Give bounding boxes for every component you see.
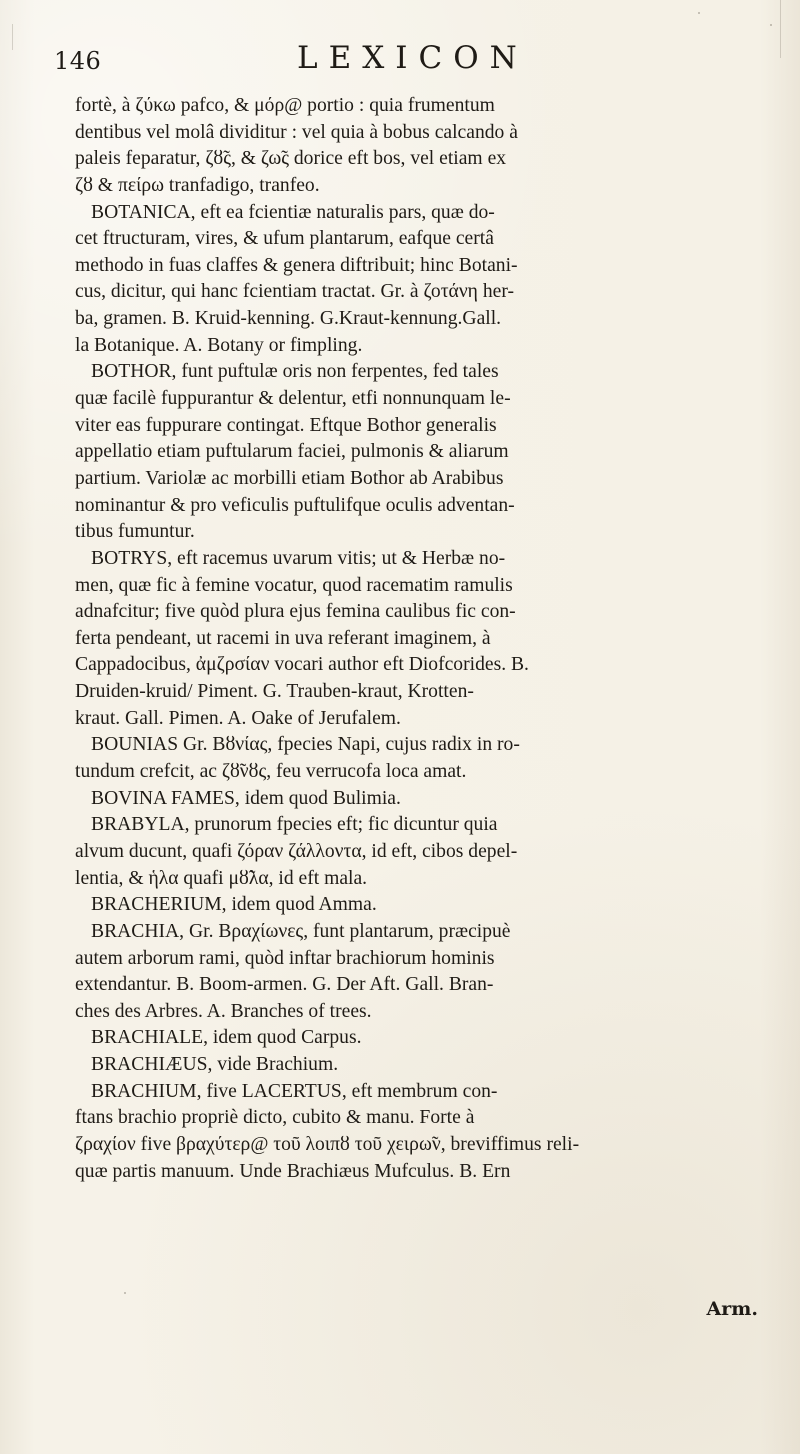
text-line-17: tibus fumuntur.	[75, 521, 195, 543]
text-line-22: Cappadocibus, ἀμζρσίαν vocari author eft Diofcorides. B.	[75, 654, 529, 676]
running-head: LEXICON	[297, 40, 528, 76]
text-line-8: cus, dicitur, qui hanc fcientiam tractat. Gr. à ζοτάνη her-	[75, 281, 514, 303]
text-line-19: men, quæ fic à femine vocatur, quod racematim ramulis	[75, 574, 513, 596]
text-line-35: ches des Arbres. A. Branches of trees.	[75, 1000, 372, 1022]
text-line-21: ferta pendeant, ut racemi in uva referant imaginem, à	[75, 627, 491, 649]
text-line-16: nominantur & pro veficulis puftulifque oculis adventan-	[75, 494, 515, 516]
text-line-3: paleis feparatur, ζȣ̃ς, & ζω̃ς dorice eft bos, vel etiam ex	[75, 148, 507, 170]
entry-brabyla-line-1: BRABYLA, prunorum fpecies eft; fic dicuntur quia	[91, 814, 498, 836]
text-line-10: la Botanique. A. Botany or fimpling.	[75, 334, 363, 356]
page-header	[40, 36, 760, 76]
text-line-15: partium. Variolæ ac morbilli etiam Bothor ab Arabibus	[75, 467, 504, 489]
ink-speck	[770, 24, 772, 26]
text-line-7: methodo in fuas claffes & genera diftribuit; hinc Botani-	[75, 254, 518, 276]
ink-speck	[698, 12, 700, 14]
text-line-9: ba, gramen. B. Kruid-kenning. G.Kraut-kennung.Gall.	[75, 308, 502, 330]
entry-bothor-line-1: BOTHOR, funt puftulæ oris non ferpentes, fed tales	[91, 361, 499, 383]
entry-bovina-fames: BOVINA FAMES, idem quod Bulimia.	[91, 787, 401, 809]
margin-mark	[12, 24, 13, 50]
entry-bounias-line-1: BOUNIAS Gr. Βȣνίας, fpecies Napi, cujus radix in ro-	[91, 734, 520, 756]
entry-botrys-line-1: BOTRYS, eft racemus uvarum vitis; ut & Herbæ no-	[91, 547, 506, 569]
text-line-41: quæ partis manuum. Unde Brachiæus Mufculus. B. Ern	[75, 1160, 511, 1182]
text-line-29: alvum ducunt, quafi ζόραν ζάλλοντα, id eft, cibos depel-	[75, 840, 518, 862]
text-line-30: lentia, & ἡλα quafi μȣ̃λα, id eft mala.	[75, 867, 368, 889]
text-line-23: Druiden-kruid/ Piment. G. Trauben-kraut, Krotten-	[75, 681, 474, 703]
text-line-13: viter eas fuppurare contingat. Eftque Bothor generalis	[75, 414, 497, 436]
entry-brachium-line-1: BRACHIUM, five LACERTUS, eft membrum con-	[91, 1080, 498, 1102]
entry-brachiale: BRACHIALE, idem quod Carpus.	[91, 1027, 362, 1049]
margin-mark	[780, 0, 781, 58]
entry-bracherium: BRACHERIUM, idem quod Amma.	[91, 894, 377, 916]
catchword: Arm.	[706, 1298, 758, 1320]
text-line-1: fortè, à ζύκω pafco, & μόρ@ portio : quia frumentum	[75, 95, 495, 116]
ink-speck	[124, 1292, 126, 1294]
text-line-4: ζȣ & πείρω tranfadigo, tranfeo.	[75, 174, 320, 196]
text-line-6: cet ftructuram, vires, & ufum plantarum, eafque certâ	[75, 228, 494, 250]
text-line-2: dentibus vel molâ dividitur : vel quia à bobus calcando à	[75, 121, 518, 143]
entry-brachiaeus: BRACHIÆUS, vide Brachium.	[91, 1054, 339, 1076]
text-line-14: appellatio etiam puftularum faciei, pulmonis & aliarum	[75, 441, 509, 463]
page-number: 146	[54, 47, 102, 75]
text-line-20: adnafcitur; five quòd plura ejus femina caulibus fic con-	[75, 601, 516, 623]
text-line-12: quæ facilè fuppurantur & delentur, etfi nonnunquam le-	[75, 388, 511, 410]
text-line-33: autem arborum rami, quòd inftar brachiorum hominis	[75, 947, 495, 969]
entry-botanica-line-1: BOTANICA, eft ea fcientiæ naturalis pars, quæ do-	[91, 201, 495, 223]
text-line-40: ζραχίον five βραχύτερ@ τοῦ λοιπȣ τοῦ χειρω̃ν, breviffimus reli-	[75, 1133, 580, 1155]
entry-brachia-line-1: BRACHIA, Gr. Βραχίωνες, funt plantarum, præcipuè	[91, 920, 511, 942]
text-line-39: ftans brachio propriè dicto, cubito & manu. Forte à	[75, 1107, 475, 1129]
text-line-24: kraut. Gall. Pimen. A. Oake of Jerufalem.	[75, 707, 401, 729]
dictionary-text	[75, 93, 725, 1185]
text-line-26: tundum crefcit, ac ζȣ̃νȣς, feu verrucofa loca amat.	[75, 761, 467, 783]
text-line-34: extendantur. B. Boom-armen. G. Der Aft. Gall. Bran-	[75, 974, 494, 996]
